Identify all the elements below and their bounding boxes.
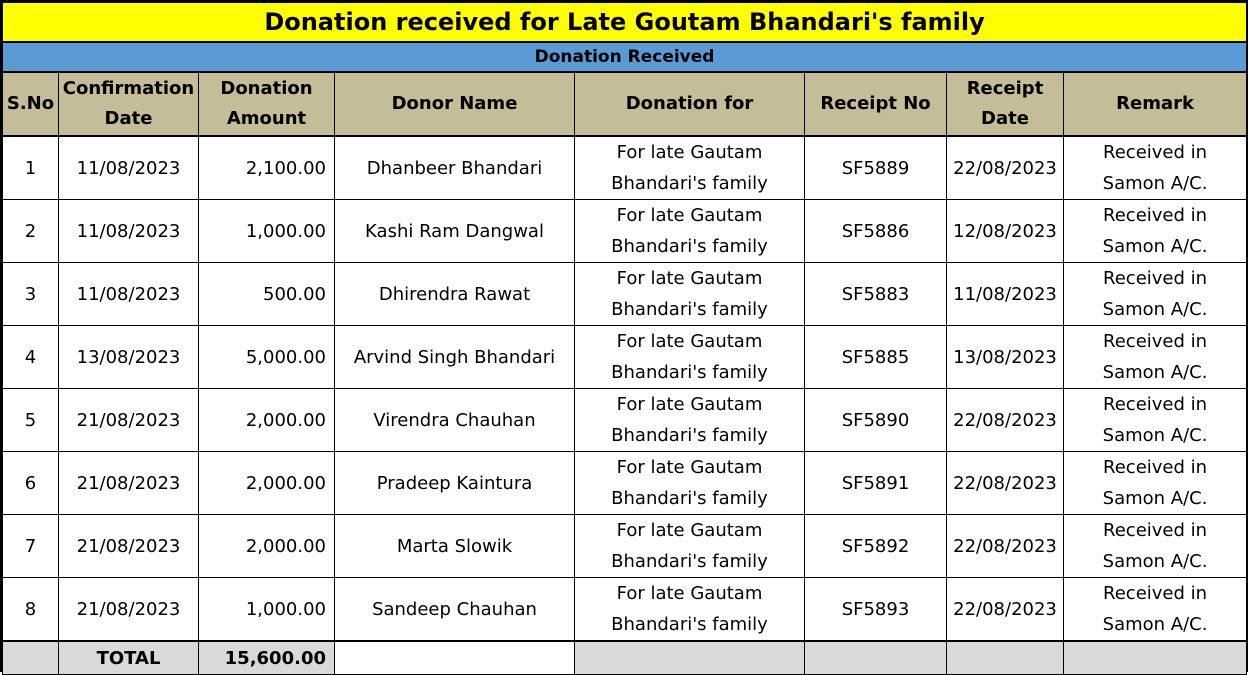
cell-sno: 4: [3, 326, 59, 389]
cell-donation-for-line2: Bhandari's family: [611, 173, 768, 194]
header-confirmation-date-line1: Confirmation: [62, 78, 195, 99]
cell-remark-line1: Received in: [1103, 268, 1208, 289]
cell-donation-for: [575, 263, 805, 326]
cell-receipt-no: SF5885: [805, 326, 947, 389]
cell-donor-name: Sandeep Chauhan: [335, 578, 575, 642]
cell-receipt-date: 22/08/2023: [947, 452, 1064, 515]
cell-remark-line1: Received in: [1103, 205, 1208, 226]
cell-donation-amount: 1,000.00: [199, 200, 335, 263]
cell-receipt-date: 11/08/2023: [947, 263, 1064, 326]
cell-donation-for-line1: For late Gautam: [616, 142, 763, 163]
cell-remark: [1064, 136, 1247, 200]
header-donation-amount: [199, 72, 335, 136]
cell-donation-for-line1: For late Gautam: [616, 268, 763, 289]
cell-remark: [1064, 389, 1247, 452]
cell-receipt-no: SF5886: [805, 200, 947, 263]
header-sno: S.No: [3, 72, 59, 136]
total-row: [3, 641, 1247, 675]
cell-remark: [1064, 578, 1247, 642]
table-row: [3, 263, 1247, 326]
header-confirmation-date-line2: Date: [104, 108, 153, 129]
cell-confirmation-date: 21/08/2023: [59, 578, 199, 642]
cell-donation-for: [575, 515, 805, 578]
cell-donation-for-line1: For late Gautam: [616, 394, 763, 415]
cell-donor-name: Kashi Ram Dangwal: [335, 200, 575, 263]
cell-donor-name: Dhanbeer Bhandari: [335, 136, 575, 200]
cell-donation-for: [575, 136, 805, 200]
cell-receipt-no: SF5892: [805, 515, 947, 578]
cell-remark-line1: Received in: [1103, 457, 1208, 478]
cell-receipt-no: SF5889: [805, 136, 947, 200]
cell-donation-for-line2: Bhandari's family: [611, 299, 768, 320]
cell-sno: 7: [3, 515, 59, 578]
cell-donation-for: [575, 200, 805, 263]
header-receipt-no: Receipt No: [805, 72, 947, 136]
cell-sno: 8: [3, 578, 59, 642]
cell-donation-for-line2: Bhandari's family: [611, 425, 768, 446]
cell-donation-for-line1: For late Gautam: [616, 205, 763, 226]
cell-donation-for-line1: For late Gautam: [616, 520, 763, 541]
cell-donor-name: Virendra Chauhan: [335, 389, 575, 452]
table-row: [3, 326, 1247, 389]
cell-sno: 5: [3, 389, 59, 452]
cell-sno: 3: [3, 263, 59, 326]
sheet-title: Donation received for Late Goutam Bhandari's family: [3, 3, 1247, 43]
cell-receipt-no: SF5883: [805, 263, 947, 326]
cell-donation-for-line2: Bhandari's family: [611, 551, 768, 572]
title-row: [3, 3, 1247, 43]
cell-confirmation-date: 21/08/2023: [59, 389, 199, 452]
total-blank-for: [575, 641, 805, 675]
total-blank-remark: [1064, 641, 1247, 675]
total-blank-sno: [3, 641, 59, 675]
cell-remark-line2: Samon A/C.: [1102, 551, 1208, 572]
cell-donation-for-line1: For late Gautam: [616, 331, 763, 352]
cell-donation-amount: 500.00: [199, 263, 335, 326]
cell-donor-name: Dhirendra Rawat: [335, 263, 575, 326]
cell-confirmation-date: 21/08/2023: [59, 452, 199, 515]
cell-donation-amount: 1,000.00: [199, 578, 335, 642]
cell-receipt-no: SF5891: [805, 452, 947, 515]
cell-receipt-date: 13/08/2023: [947, 326, 1064, 389]
cell-donation-for-line2: Bhandari's family: [611, 614, 768, 635]
cell-remark-line1: Received in: [1103, 331, 1208, 352]
cell-donation-for-line1: For late Gautam: [616, 583, 763, 604]
cell-confirmation-date: 13/08/2023: [59, 326, 199, 389]
cell-remark: [1064, 326, 1247, 389]
cell-remark: [1064, 515, 1247, 578]
cell-sno: 2: [3, 200, 59, 263]
cell-confirmation-date: 11/08/2023: [59, 136, 199, 200]
cell-donation-for: [575, 452, 805, 515]
cell-remark-line2: Samon A/C.: [1102, 173, 1208, 194]
cell-remark-line1: Received in: [1103, 520, 1208, 541]
table-row: [3, 578, 1247, 642]
cell-receipt-no: SF5893: [805, 578, 947, 642]
header-donation-amount-line1: Donation: [220, 78, 313, 99]
header-receipt-date-line2: Date: [981, 108, 1029, 129]
cell-receipt-date: 22/08/2023: [947, 389, 1064, 452]
cell-donation-for-line2: Bhandari's family: [611, 362, 768, 383]
header-donor-name: Donor Name: [335, 72, 575, 136]
rows-body: [3, 136, 1247, 641]
cell-receipt-no: SF5890: [805, 389, 947, 452]
cell-donor-name: Arvind Singh Bhandari: [335, 326, 575, 389]
cell-donation-amount: 2,100.00: [199, 136, 335, 200]
cell-donation-amount: 2,000.00: [199, 452, 335, 515]
total-blank-rdate: [947, 641, 1064, 675]
cell-remark: [1064, 452, 1247, 515]
cell-receipt-date: 22/08/2023: [947, 515, 1064, 578]
header-confirmation-date: [59, 72, 199, 136]
cell-remark-line1: Received in: [1103, 583, 1208, 604]
cell-sno: 1: [3, 136, 59, 200]
cell-remark-line2: Samon A/C.: [1102, 362, 1208, 383]
cell-donation-for-line1: For late Gautam: [616, 457, 763, 478]
total-blank-receipt: [805, 641, 947, 675]
cell-confirmation-date: 11/08/2023: [59, 200, 199, 263]
donation-table: [2, 2, 1247, 675]
cell-remark-line2: Samon A/C.: [1102, 236, 1208, 257]
cell-remark-line2: Samon A/C.: [1102, 488, 1208, 509]
header-donation-for: Donation for: [575, 72, 805, 136]
cell-receipt-date: 22/08/2023: [947, 136, 1064, 200]
cell-remark-line2: Samon A/C.: [1102, 425, 1208, 446]
header-donation-amount-line2: Amount: [226, 108, 307, 129]
cell-donation-for-line2: Bhandari's family: [611, 236, 768, 257]
header-row: [3, 72, 1247, 136]
cell-remark-line2: Samon A/C.: [1102, 299, 1208, 320]
cell-donation-amount: 5,000.00: [199, 326, 335, 389]
cell-donation-for: [575, 326, 805, 389]
cell-donation-for: [575, 389, 805, 452]
header-receipt-date-line1: Receipt: [966, 78, 1044, 99]
header-receipt-date: [947, 72, 1064, 136]
table-row: [3, 389, 1247, 452]
sheet-subtitle: Donation Received: [3, 42, 1247, 72]
cell-donation-amount: 2,000.00: [199, 389, 335, 452]
subtitle-row: [3, 42, 1247, 72]
cell-donation-amount: 2,000.00: [199, 515, 335, 578]
table-row: [3, 200, 1247, 263]
table-row: [3, 452, 1247, 515]
cell-donor-name: Pradeep Kaintura: [335, 452, 575, 515]
cell-remark-line1: Received in: [1103, 142, 1208, 163]
cell-sno: 6: [3, 452, 59, 515]
header-remark: Remark: [1064, 72, 1247, 136]
cell-confirmation-date: 11/08/2023: [59, 263, 199, 326]
total-label: TOTAL: [59, 641, 199, 675]
cell-confirmation-date: 21/08/2023: [59, 515, 199, 578]
cell-remark: [1064, 263, 1247, 326]
cell-receipt-date: 22/08/2023: [947, 578, 1064, 642]
total-amount: 15,600.00: [199, 641, 335, 675]
cell-donor-name: Marta Slowik: [335, 515, 575, 578]
cell-donation-for: [575, 578, 805, 642]
cell-donation-for-line2: Bhandari's family: [611, 488, 768, 509]
cell-receipt-date: 12/08/2023: [947, 200, 1064, 263]
cell-remark-line1: Received in: [1103, 394, 1208, 415]
total-blank-donor: [335, 641, 575, 675]
cell-remark-line2: Samon A/C.: [1102, 614, 1208, 635]
table-row: [3, 136, 1247, 200]
table-row: [3, 515, 1247, 578]
cell-remark: [1064, 200, 1247, 263]
